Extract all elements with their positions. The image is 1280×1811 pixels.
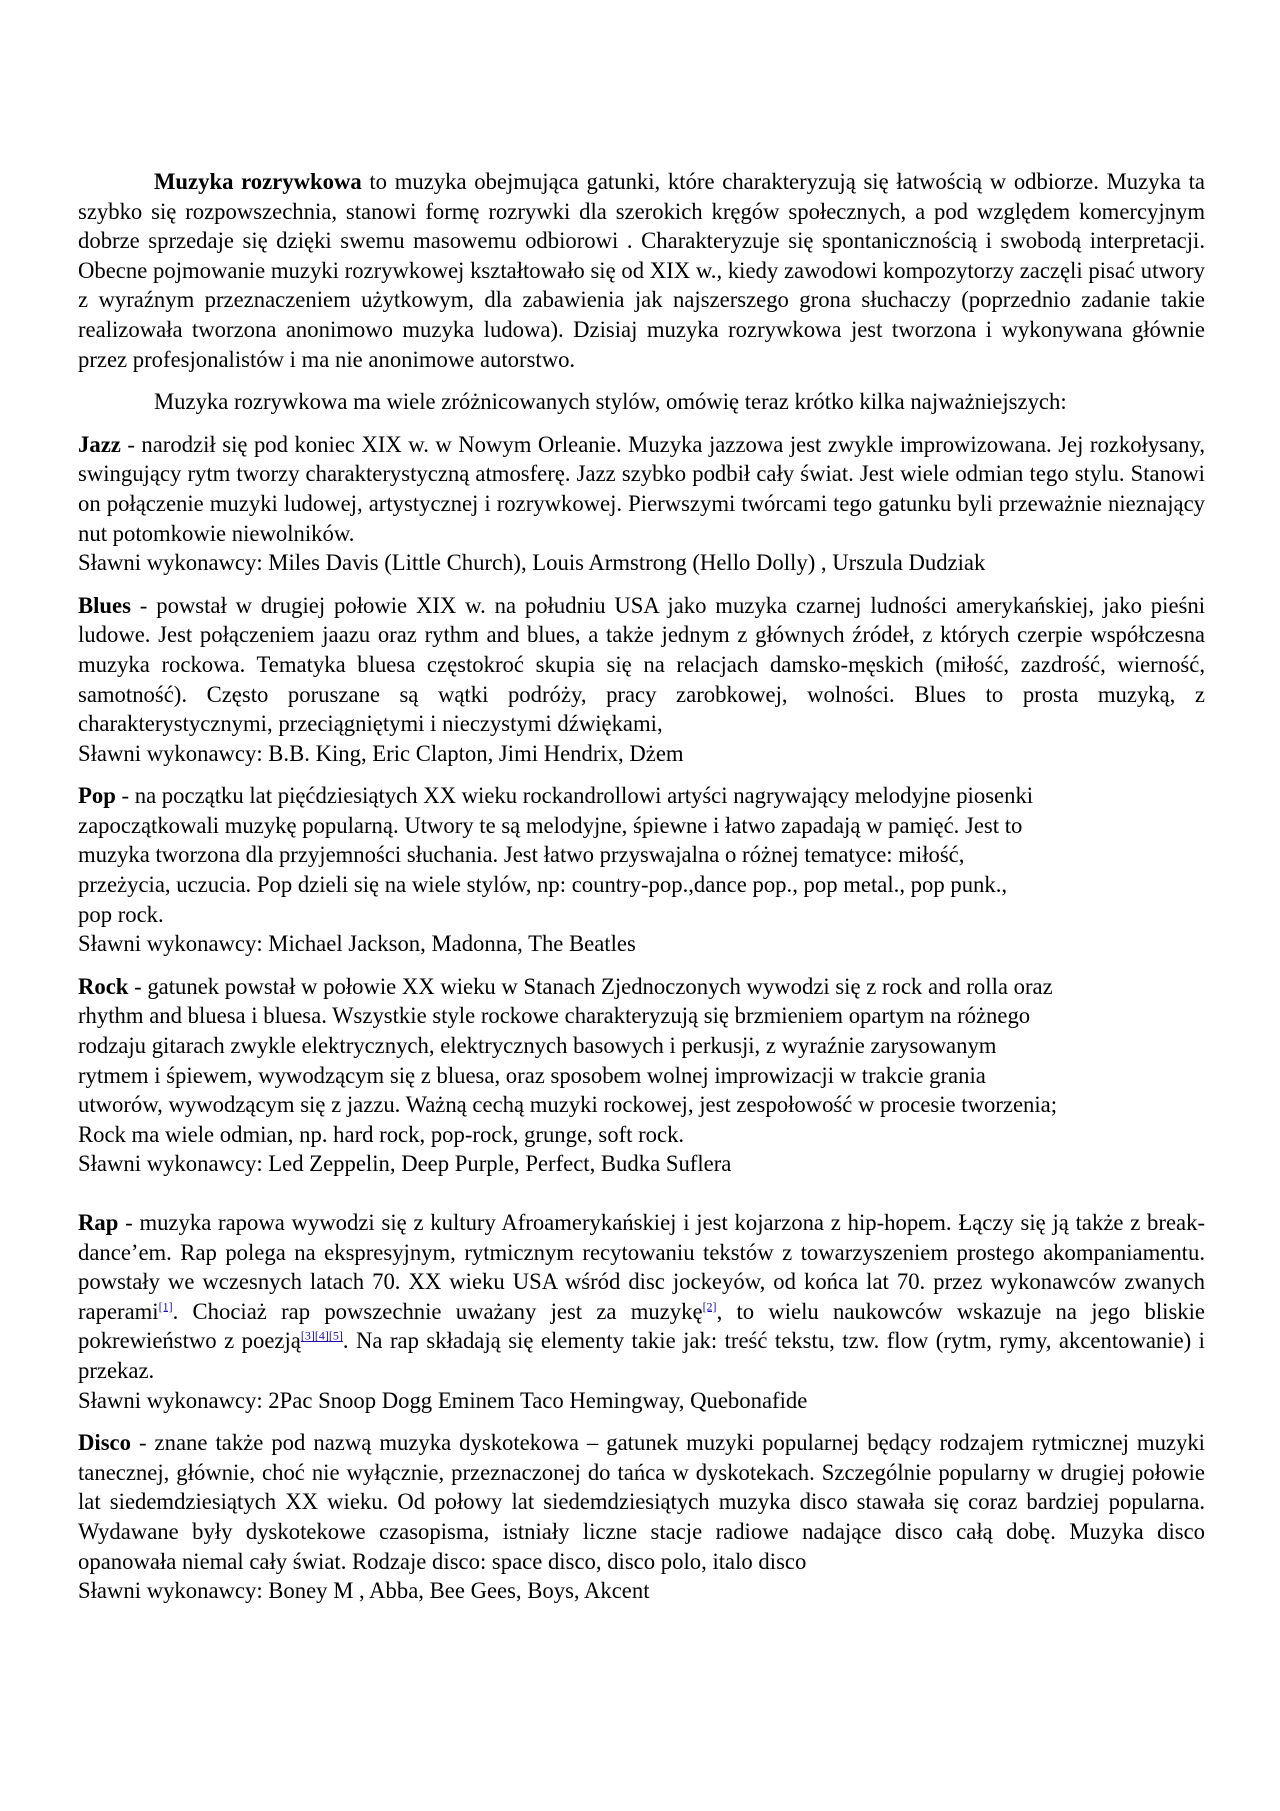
- footnote-link-2[interactable]: [2]: [702, 1299, 717, 1314]
- rock-line-4: rytmem i śpiewem, wywodzącym się z bluesa, oraz sposobem wolnej improwizacji w trakcie grania: [78, 1062, 986, 1088]
- section-rock: [78, 972, 1205, 1179]
- pop-artists: Sławni wykonawcy: Michael Jackson, Madonna, The Beatles: [78, 931, 636, 957]
- rock-text-1: - gatunek powstał w połowie XX wieku w Stanach Zjednoczonych wywodzi się z rock and rolla oraz: [128, 973, 1053, 999]
- rock-line-2: rhythm and bluesa i bluesa. Wszystkie style rockowe charakteryzują się brzmieniem opartym na różnego: [78, 1003, 1031, 1029]
- disco-paragraph: [78, 1428, 1205, 1576]
- footnote-link-3[interactable]: [3]: [300, 1328, 315, 1343]
- intro-paragraph: [78, 167, 1205, 374]
- intro-text: to muzyka obejmująca gatunki, które charakteryzują się łatwością w odbiorze. Muzyka ta szybko się rozpowszechnia, stanowi formę rozrywki dla szerokich kręgów społecznych, a pod względem komercyjnym dobrze sprzedaje się dzięki swemu masowemu odbiorowi . Charakteryzuje się spontanicznością i swobodą interpretacji. Obecne pojmowanie muzyki rozrywkowej kształtowało się od XIX w., kiedy zawodowi kompozytorzy zaczęli pisać utwory z wyraźnym przeznaczeniem użytkowym, dla zabawienia jak najszerszego grona słuchaczy (poprzednio zadanie takie realizowała tworzona anonimowo muzyka ludowa). Dzisiaj muzyka rozrywkowa jest tworzona i wykonywana głównie przez profesjonalistów i ma nie anonimowe autorstwo.: [78, 169, 1205, 372]
- pop-line-5: pop rock.: [78, 901, 164, 927]
- disco-text: - znane także pod nazwą muzyka dyskotekowa – gatunek muzyki popularnej będący rodzajem rytmicznej muzyki tanecznej, głównie, choć nie wyłącznie, przeznaczonej do tańca w dyskotekach. Szczególnie popularny w drugiej połowie lat siedemdziesiątych XX wieku. Od połowy lat siedemdziesiątych muzyka disco stawała się coraz bardziej popularna. Wydawane były dyskotekowe czasopisma, istniały liczne stacje radiowe nadające disco całą dobę. Muzyka disco opanowała niemal cały świat. Rodzaje disco: space disco, disco polo, italo disco: [78, 1430, 1205, 1574]
- disco-term: Disco: [78, 1430, 131, 1456]
- pop-line-4: przeżycia, uczucia. Pop dzieli się na wiele stylów, np: country-pop.,dance pop., pop metal., pop punk.,: [78, 872, 1008, 898]
- blues-paragraph: [78, 591, 1205, 739]
- rap-text-a: - muzyka rapowa wywodzi się z kultury Afroamerykańskiej i jest kojarzona z hip-hopem. Łączy się ją także z break-dance’em. Rap polega na ekspresyjnym, rytmicznym recytowaniu tekstów z towarzyszeniem prostego akompaniamentu. powstały we wczesnych latach 70. XX wieku USA wśród disc jockeyów, od końca lat 70. przez wykonawców zwanych raperami: [78, 1210, 1205, 1324]
- rock-line-3: rodzaju gitarach zwykle elektrycznych, elektrycznych basowych i perkusji, z wyraźnie zarysowanym: [78, 1033, 997, 1059]
- rap-term: Rap: [78, 1210, 119, 1235]
- rap-text-c: , to wielu naukowców wskazuje na jego bliskie pokrewieństwo z poezją: [78, 1298, 1205, 1354]
- rap-text-b: . Chociaż rap powszechnie uważany jest za muzykę: [172, 1298, 703, 1324]
- blues-text: - powstał w drugiej połowie XIX w. na południu USA jako muzyka czarnej ludności amerykańskiej, jako pieśni ludowe. Jest połączeniem jaazu oraz rythm and blues, a także jednym z głównych źródeł, z których czerpie współczesna muzyka rockowa. Tematyka bluesa częstokroć skupia się na relacjach damsko-męskich (miłość, zazdrość, wierność, samotność). Często poruszane są wątki podróży, pracy zarobkowej, wolności. Blues to prosta muzyką, z charakterystycznymi, przeciągniętymi i nieczystymi dźwiękami,: [78, 592, 1205, 737]
- footnote-link-5[interactable]: [5]: [328, 1328, 343, 1343]
- pop-line-2: zapoczątkowali muzykę popularną. Utwory te są melodyjne, śpiewne i łatwo zapadają w pamięć. Jest to: [78, 812, 1023, 838]
- rap-paragraph: [78, 1208, 1205, 1386]
- pop-text-1: - na początku lat pięćdziesiątych XX wieku rockandrollowi artyści nagrywający melodyjne piosenki: [115, 783, 1034, 809]
- pop-line-3: muzyka tworzona dla przyjemności słuchania. Jest łatwo przyswajalna o różnej tematyce: miłość,: [78, 842, 965, 868]
- footnote-link-1[interactable]: [1]: [158, 1299, 173, 1314]
- rock-artists: Sławni wykonawcy: Led Zeppelin, Deep Purple, Perfect, Budka Suflera: [78, 1151, 732, 1177]
- rap-text-d: . Na rap składają się elementy takie jak: treść tekstu, tzw. flow (rytm, rymy, akcentowanie) i przekaz.: [78, 1328, 1205, 1383]
- jazz-text: - narodził się pod koniec XIX w. w Nowym Orleanie. Muzyka jazzowa jest zwykle improwizowana. Jej rozkołysany, swingujący rytm tworzy charakterystyczną atmosferę. Jazz szybko podbił cały świat. Jest wiele odmian tego stylu. Stanowi on połączenie muzyki ludowej, artystycznej i rozrywkowej. Pierwszymi twórcami tego gatunku byli przeważnie nieznający nut potomkowie niewolników.: [78, 431, 1205, 546]
- rock-line-5: utworów, wywodzącym się z jazzu. Ważną cechą muzyki rockowej, jest zespołowość w procesie tworzenia;: [78, 1092, 1058, 1118]
- section-pop: [78, 781, 1205, 959]
- intro-term: Muzyka rozrywkowa: [154, 169, 362, 194]
- intro-lead: Muzyka rozrywkowa ma wiele zróżnicowanych stylów, omówię teraz krótko kilka najważniejszych:: [154, 389, 1067, 415]
- section-disco: [78, 1428, 1205, 1606]
- rock-line-6: Rock ma wiele odmian, np. hard rock, pop-rock, grunge, soft rock.: [78, 1121, 685, 1147]
- jazz-paragraph: [78, 430, 1205, 548]
- section-jazz: [78, 430, 1205, 578]
- section-blues: [78, 591, 1205, 769]
- jazz-artists: Sławni wykonawcy: Miles Davis (Little Church), Louis Armstrong (Hello Dolly) , Urszula Dudziak: [78, 550, 986, 576]
- document-page: [78, 167, 1205, 1606]
- pop-term: Pop: [78, 783, 116, 809]
- pop-line-1: [78, 781, 1205, 811]
- section-rap: [78, 1208, 1205, 1415]
- rap-artists: Sławni wykonawcy: 2Pac Snoop Dogg Eminem Taco Hemingway, Quebonafide: [78, 1387, 808, 1413]
- rock-term: Rock: [78, 973, 129, 999]
- disco-artists: Sławni wykonawcy: Boney M , Abba, Bee Gees, Boys, Akcent: [78, 1578, 650, 1604]
- footnote-link-4[interactable]: [4]: [314, 1328, 329, 1343]
- blues-term: Blues: [78, 592, 131, 618]
- blues-artists: Sławni wykonawcy: B.B. King, Eric Clapton, Jimi Hendrix, Dżem: [78, 740, 684, 766]
- jazz-term: Jazz: [78, 431, 121, 457]
- rock-line-1: [78, 972, 1205, 1002]
